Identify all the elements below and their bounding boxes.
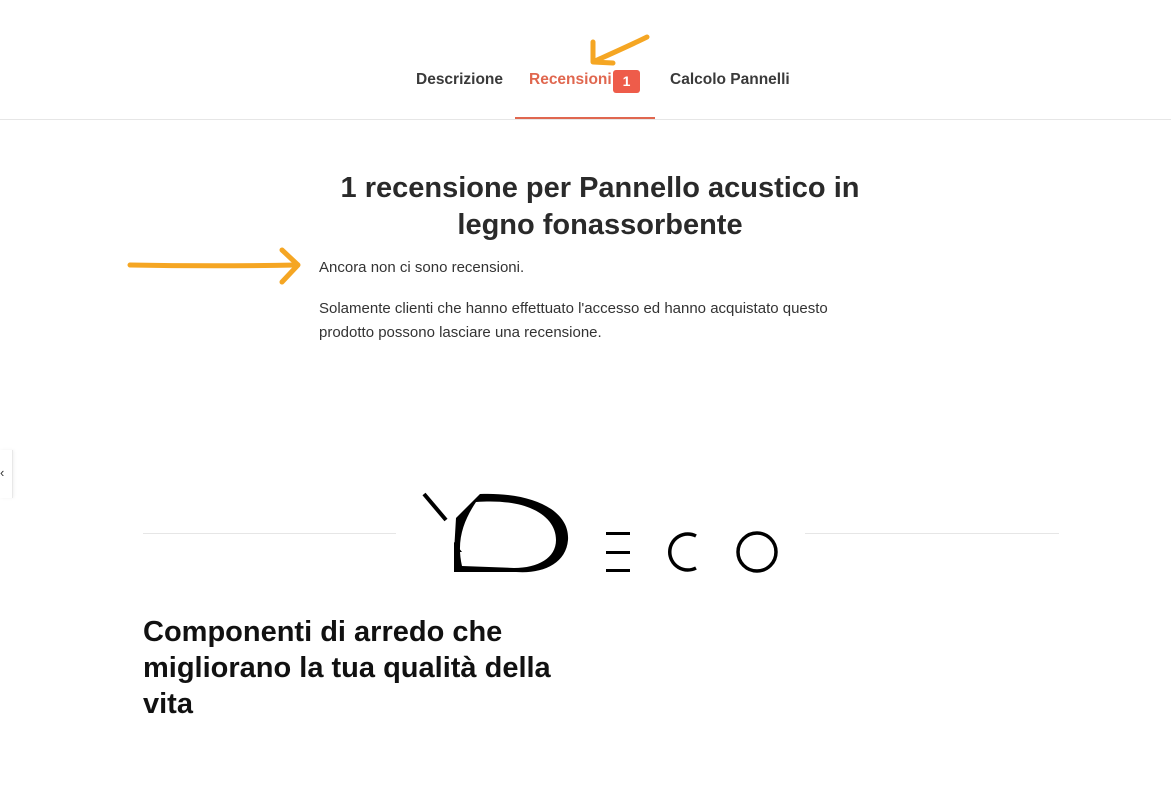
divider-right xyxy=(805,533,1059,534)
reviews-title: 1 recensione per Pannello acustico in legno fonassorbente xyxy=(340,172,860,241)
reviews-count-badge[interactable]: 1 xyxy=(613,70,640,93)
brand-tagline: Componenti di arredo che migliorano la tua qualità della vita xyxy=(143,616,551,720)
active-tab-indicator xyxy=(515,117,655,119)
side-panel-toggle[interactable] xyxy=(0,450,13,498)
tab-panel-calculator[interactable]: Calcolo Pannelli xyxy=(670,71,790,88)
product-tabs xyxy=(0,0,1171,120)
tab-reviews[interactable]: Recensioni xyxy=(529,71,612,88)
chevron-left-icon: ‹ xyxy=(0,465,5,480)
review-login-note: Solamente clienti che hanno effettuato l'accesso ed hanno acquistato questo prodotto possono lasciare una recensione. xyxy=(319,300,828,341)
annotation-arrow-icon xyxy=(124,244,306,290)
brand-logo xyxy=(420,488,785,578)
tab-description[interactable]: Descrizione xyxy=(416,71,504,88)
divider-left xyxy=(143,533,396,534)
no-reviews-message: Ancora non ci sono recensioni. xyxy=(319,259,525,276)
